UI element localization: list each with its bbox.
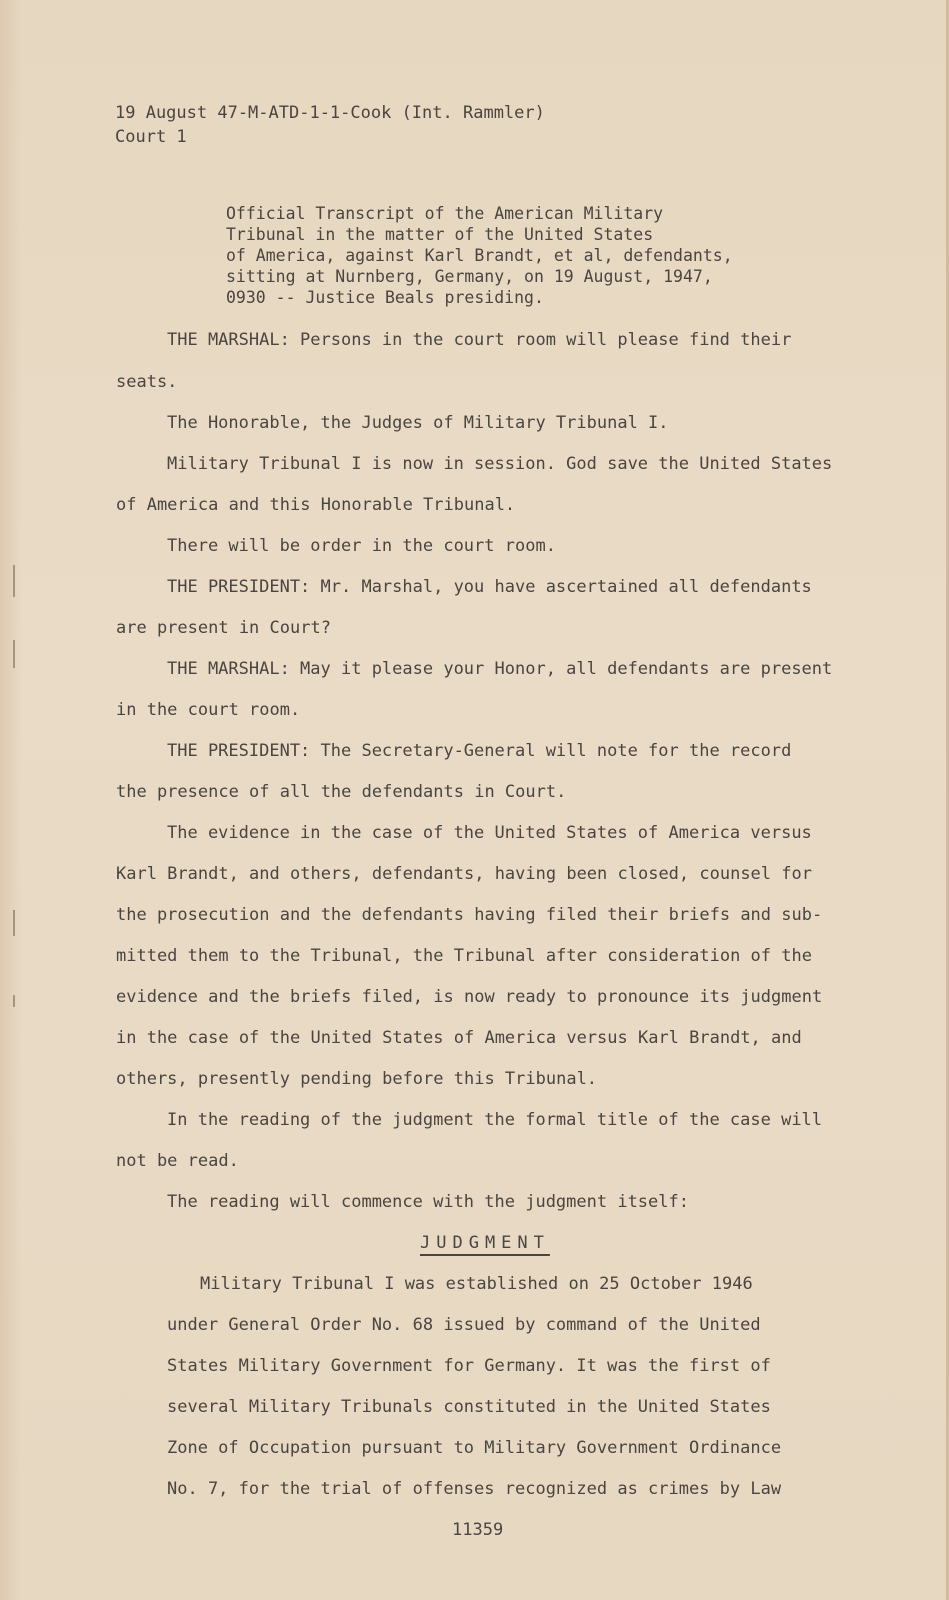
body-line: evidence and the briefs filed, is now ready to pronounce its judgment <box>116 987 823 1007</box>
body-line: the presence of all the defendants in Court. <box>116 782 567 802</box>
title-line: Tribunal in the matter of the United States <box>226 225 654 244</box>
margin-mark <box>13 565 15 597</box>
body-line: in the case of the United States of America versus Karl Brandt, and <box>116 1028 802 1048</box>
body-line: Military Tribunal I is now in session. God save the United States <box>167 454 833 474</box>
title-line: Official Transcript of the American Military <box>226 204 664 223</box>
judgment-line: several Military Tribunals constituted in the United States <box>167 1397 771 1417</box>
body-line: are present in Court? <box>116 618 331 638</box>
body-line: mitted them to the Tribunal, the Tribunal after consideration of the <box>116 946 812 966</box>
body-line: In the reading of the judgment the formal title of the case will <box>167 1110 823 1130</box>
title-line: of America, against Karl Brandt, et al, defendants, <box>226 246 733 265</box>
body-line: The reading will commence with the judgment itself: <box>167 1192 689 1212</box>
transcript-title <box>226 203 733 308</box>
document-header <box>115 101 545 149</box>
judgment-heading: JUDGMENT <box>420 1233 550 1253</box>
body-line: not be read. <box>116 1151 239 1171</box>
body-line: THE PRESIDENT: Mr. Marshal, you have ascertained all defendants <box>167 577 812 597</box>
margin-mark <box>13 910 15 936</box>
body-line: in the court room. <box>116 700 301 720</box>
judgment-line: Zone of Occupation pursuant to Military Government Ordinance <box>167 1438 782 1458</box>
body-line: There will be order in the court room. <box>167 536 556 556</box>
margin-mark <box>13 640 15 668</box>
body-line: THE MARSHAL: May it please your Honor, all defendants are present <box>167 659 833 679</box>
judgment-line: States Military Government for Germany. It was the first of <box>167 1356 771 1376</box>
judgment-line: under General Order No. 68 issued by command of the United <box>167 1315 761 1335</box>
body-line: THE PRESIDENT: The Secretary-General will note for the record <box>167 741 792 761</box>
margin-mark <box>13 995 15 1007</box>
body-line: Karl Brandt, and others, defendants, having been closed, counsel for <box>116 864 812 884</box>
title-line: sitting at Nurnberg, Germany, on 19 August, 1947, <box>226 267 713 286</box>
header-line: 19 August 47-M-ATD-1-1-Cook (Int. Rammler) <box>115 103 545 123</box>
body-line: the prosecution and the defendants having filed their briefs and sub- <box>116 905 823 925</box>
judgment-line: Military Tribunal I was established on 25 October 1946 <box>200 1274 753 1294</box>
header-line: Court 1 <box>115 127 187 147</box>
body-line: others, presently pending before this Tribunal. <box>116 1069 598 1089</box>
body-line: THE MARSHAL: Persons in the court room will please find their <box>167 330 792 350</box>
judgment-line: No. 7, for the trial of offenses recognized as crimes by Law <box>167 1479 782 1499</box>
body-line: The evidence in the case of the United States of America versus <box>167 823 812 843</box>
page-number: 11359 <box>452 1520 504 1540</box>
body-line: of America and this Honorable Tribunal. <box>116 495 516 515</box>
body-line: seats. <box>116 372 178 392</box>
title-line: 0930 -- Justice Beals presiding. <box>226 288 544 307</box>
body-line: The Honorable, the Judges of Military Tribunal I. <box>167 413 669 433</box>
